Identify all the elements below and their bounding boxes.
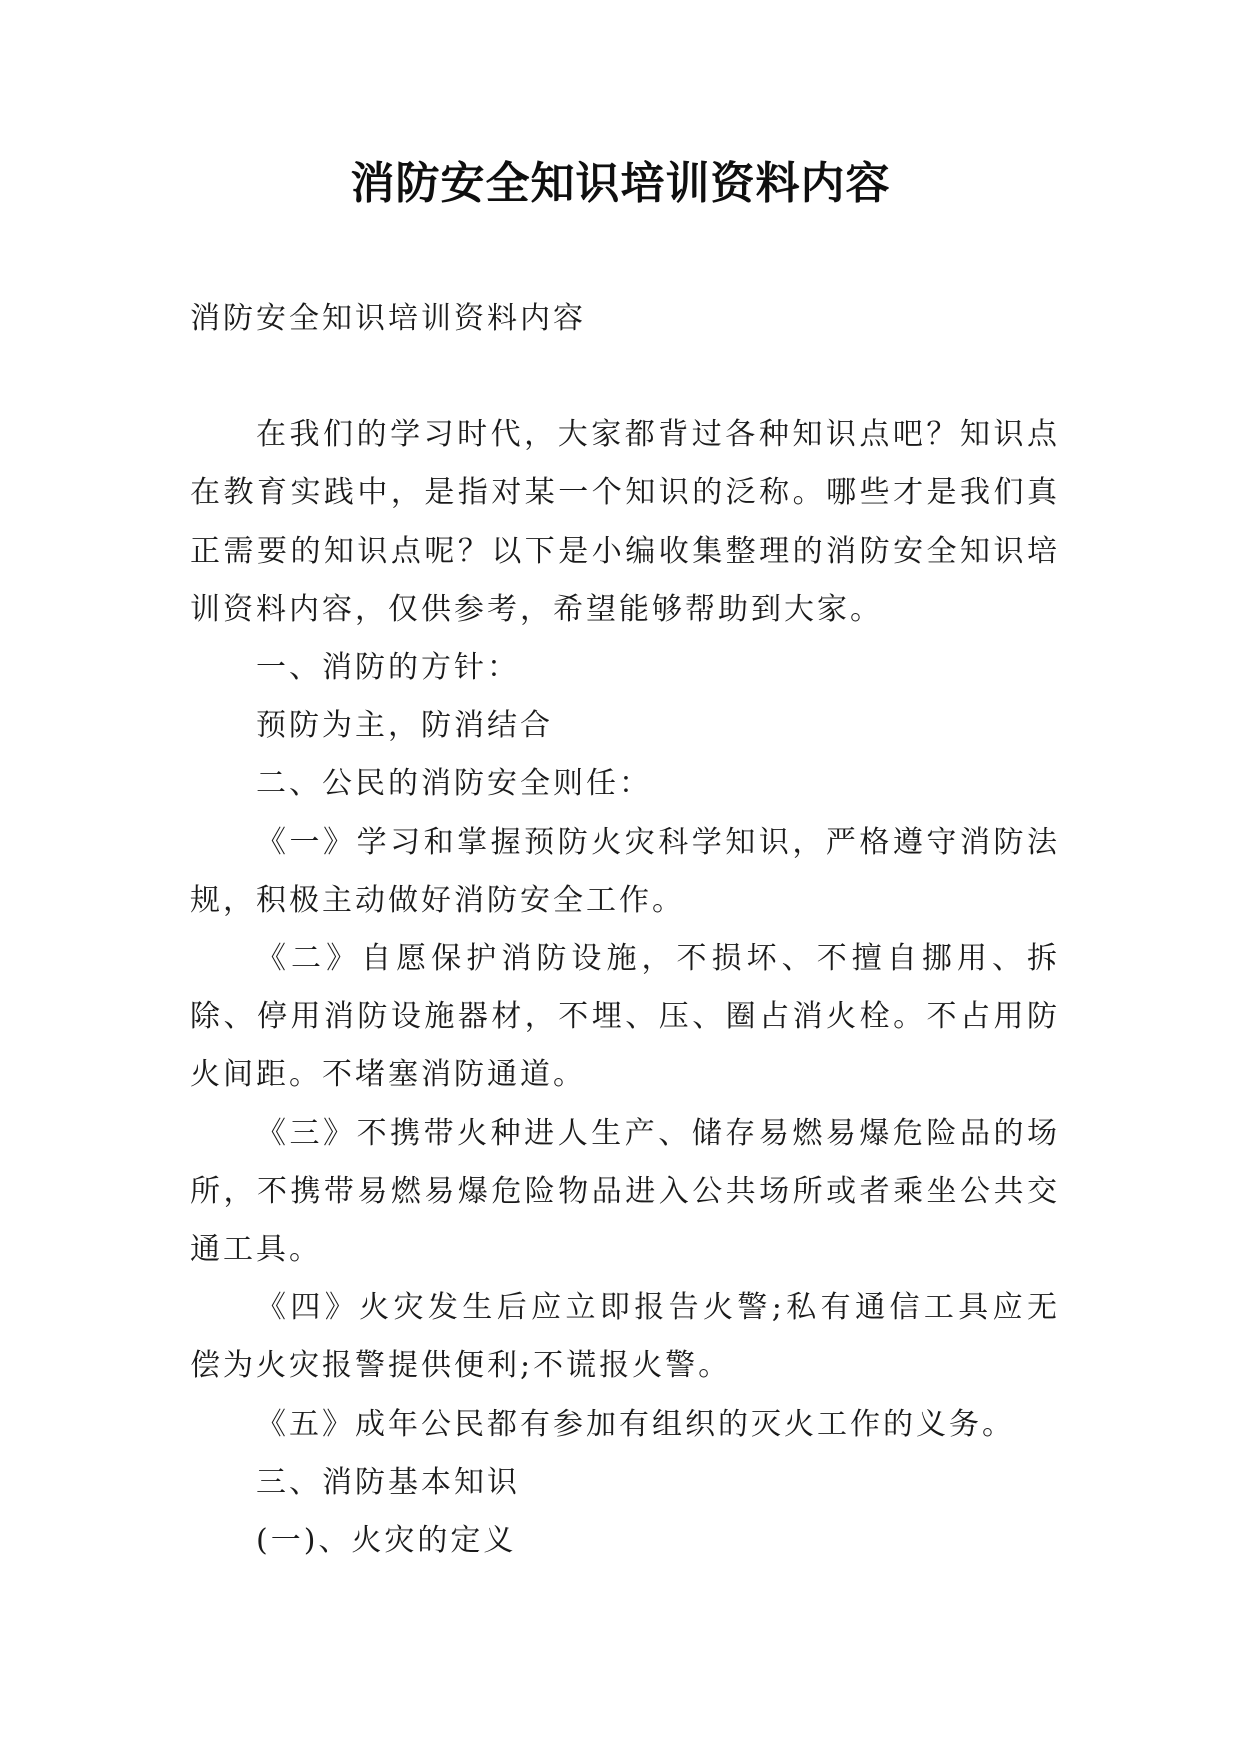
intro-paragraph: 在我们的学习时代，大家都背过各种知识点吧？知识点在教育实践中，是指对某一个知识的泛称。哪些才是我们真正需要的知识点呢？以下是小编收集整理的消防安全知识培训资料内容，仅供参考，希望能够帮助到大家。	[190, 417, 1060, 627]
responsibility-item-2: 《二》自愿保护消防设施，不损坏、不擅自挪用、拆除、停用消防设施器材，不埋、压、圈占消火栓。不占用防火间距。不堵塞消防通道。	[190, 941, 1060, 1093]
section-heading-2: 二、公民的消防安全则任：	[256, 766, 652, 802]
responsibility-item-5: 《五》成年公民都有参加有组织的灭火工作的义务。	[256, 1406, 1015, 1442]
document-body	[190, 290, 1060, 1570]
responsibility-item-3: 《三》不携带火种进人生产、储存易燃易爆危险品的场所，不携带易燃易爆危险物品进入公共场所或者乘坐公共交通工具。	[190, 1115, 1060, 1268]
document-title: 消防安全知识培训资料内容	[350, 158, 891, 209]
document-subtitle: 消防安全知识培训资料内容	[190, 301, 586, 336]
section-heading-3: 三、消防基本知识	[256, 1464, 520, 1500]
subsection-heading-fire-definition: (一)、火灾的定义	[256, 1523, 517, 1559]
section-heading-1: 一、消防的方针：	[256, 650, 520, 686]
responsibility-item-4: 《四》火灾发生后应立即报告火警;私有通信工具应无偿为火灾报警提供便利;不谎报火警。	[190, 1290, 1060, 1384]
responsibility-item-1: 《一》学习和掌握预防火灾科学知识，严格遵守消防法规，积极主动做好消防安全工作。	[190, 824, 1060, 918]
policy-text: 预防为主，防消结合	[256, 708, 553, 744]
